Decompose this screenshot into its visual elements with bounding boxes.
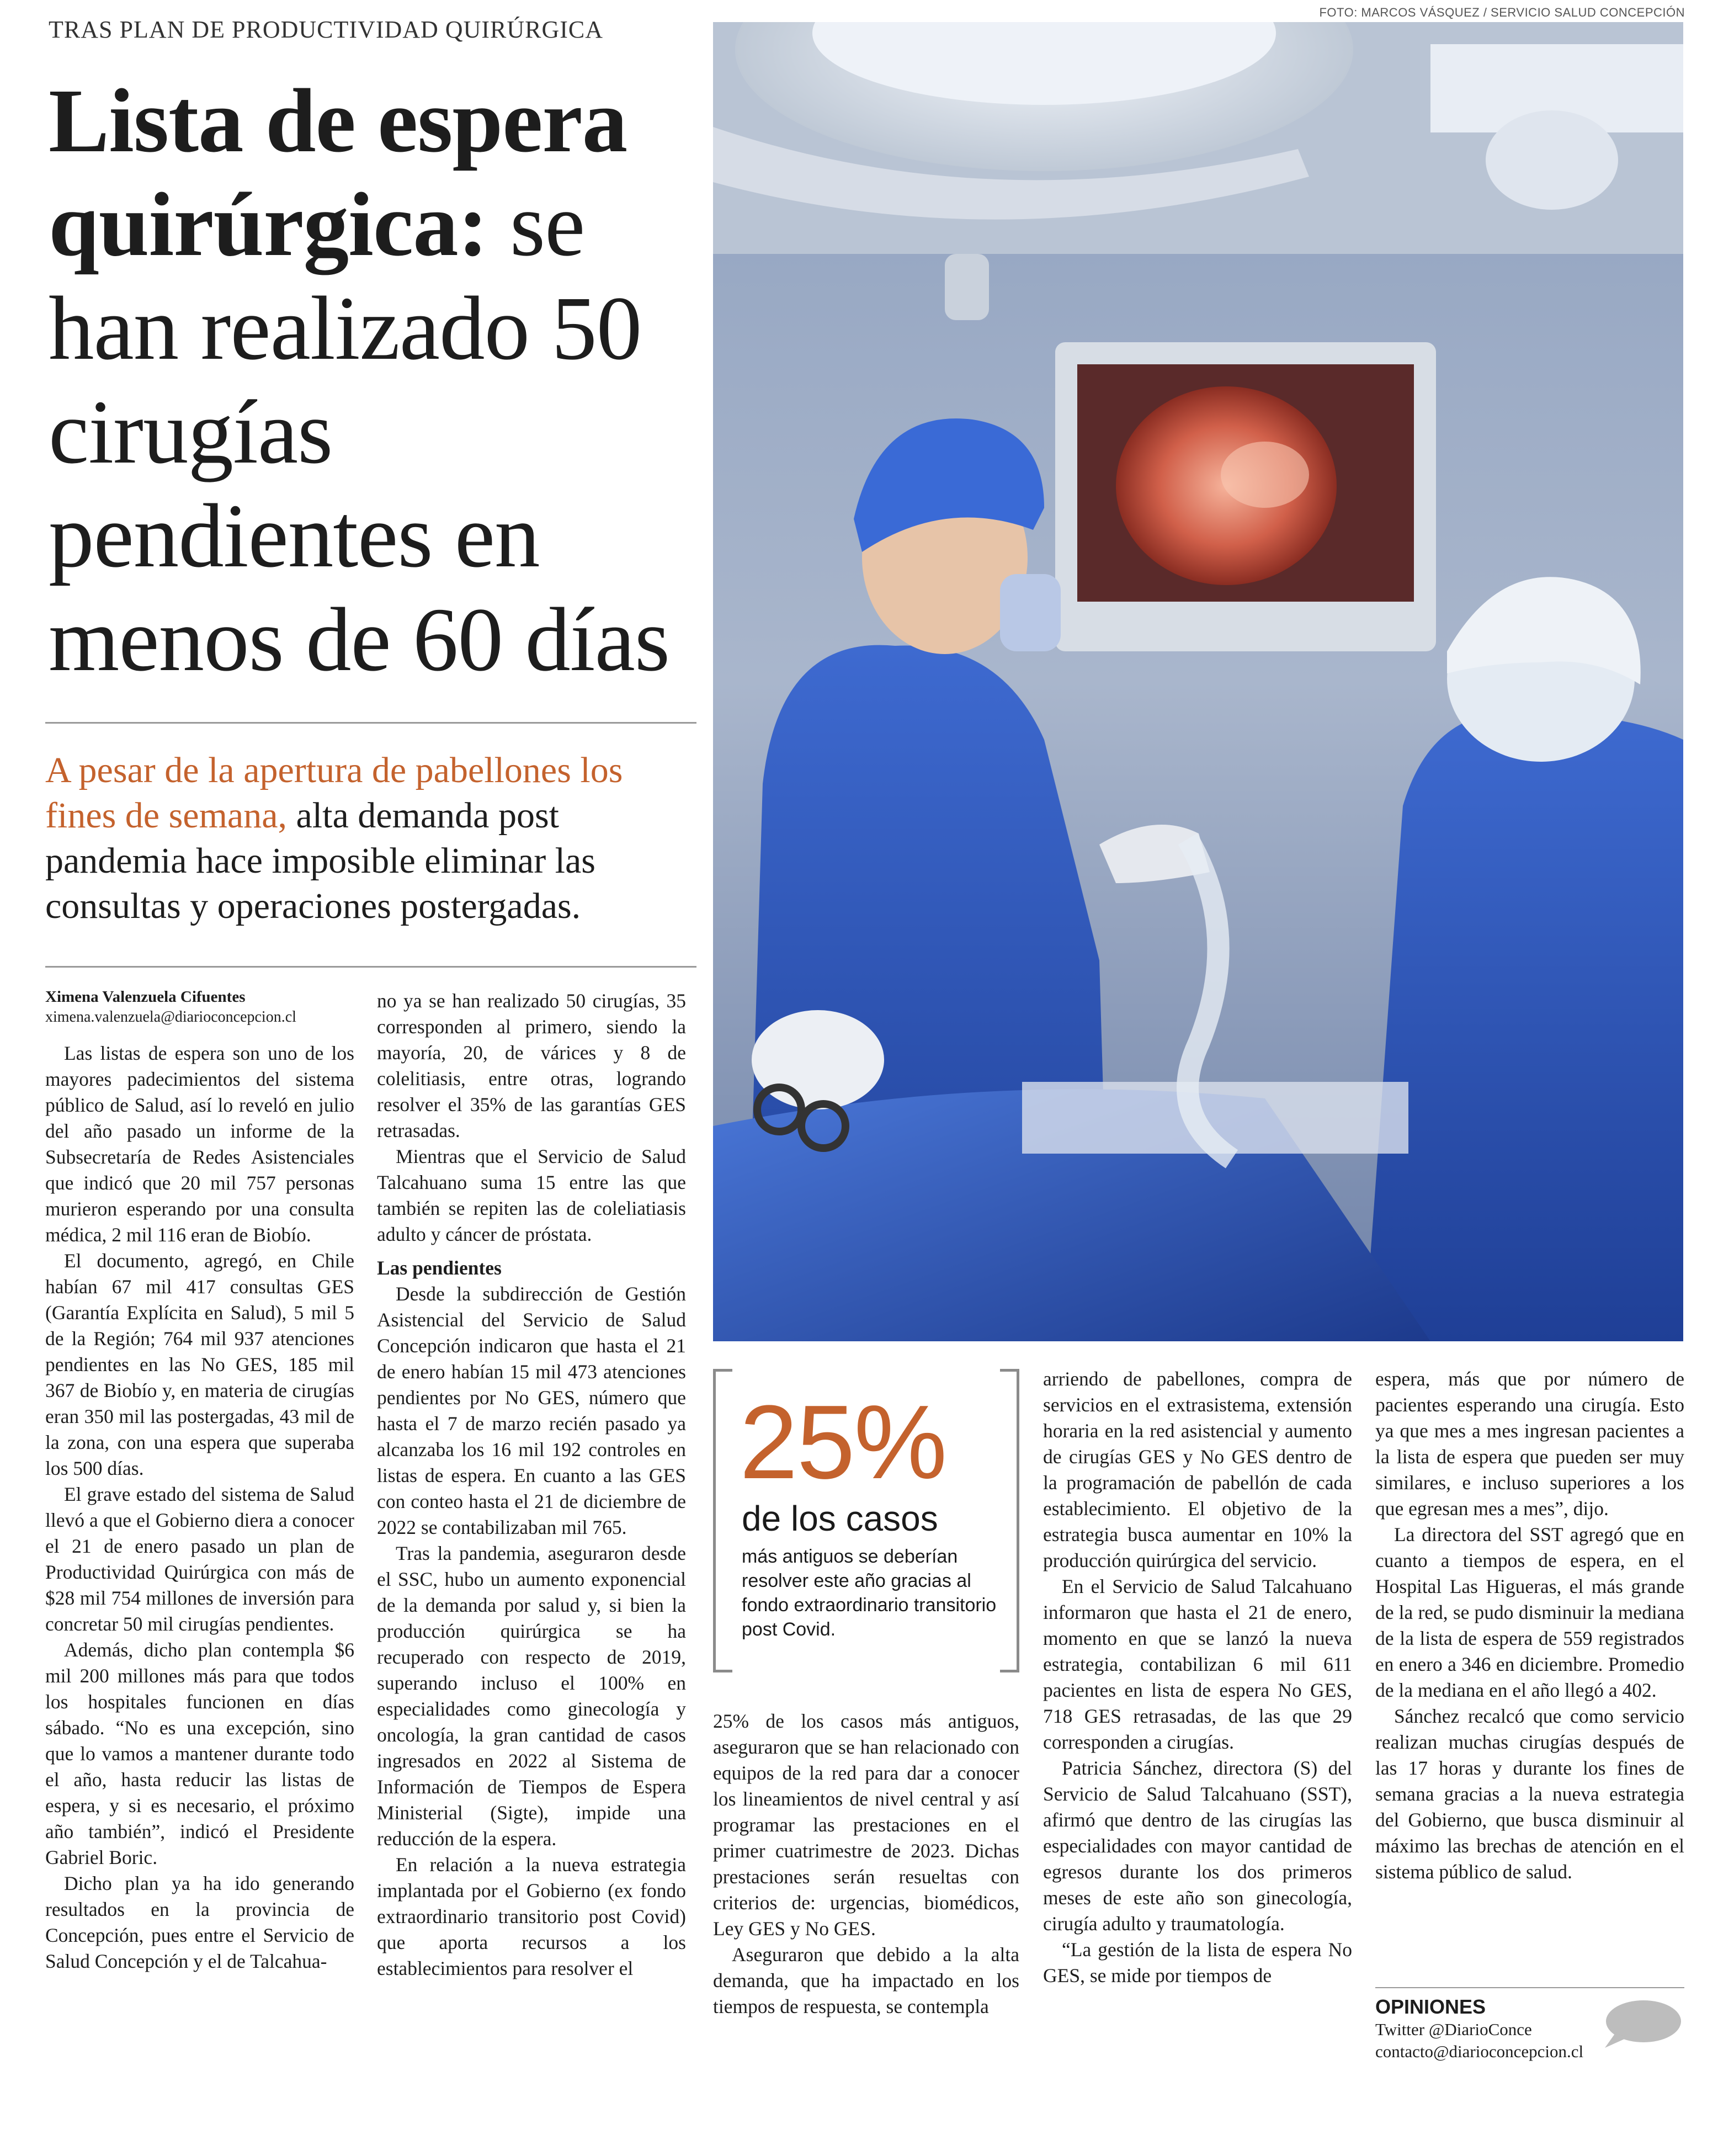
factbox-bracket-left	[713, 1369, 732, 1672]
factbox-figure: 25%	[740, 1384, 946, 1501]
surgery-photo	[713, 22, 1683, 1341]
divider-top	[45, 722, 696, 724]
paragraph: Sánchez recalcó que como servicio realizan muchas cirugías después de las 17 horas y durante los fines de semana gracias a la nueva estrategia del Gobierno, que busca disminuir al máximo las brechas de atención en el sistema público de salud.	[1375, 1705, 1684, 1883]
article-column-2	[377, 988, 686, 1982]
byline-author: Ximena Valenzuela Cifuentes	[45, 988, 246, 1006]
headline-bold: Lista de espera quirúrgica:	[49, 70, 627, 275]
paragraph: Mientras que el Servicio de Salud Talcahuano suma 15 entre las que también se repiten las de coleliatiasis adulto y cáncer de próstata.	[377, 1145, 686, 1245]
paragraph: Las listas de espera son uno de los mayores padecimientos del sistema público de Salud, así lo reveló en julio del año pasado un informe de la Subsecretaría de Redes Asistenciales que indicó que 20 mil 757 personas murieron esperando por una consulta médica, 2 mil 116 eran de Biobío.	[45, 1042, 354, 1246]
article-column-1	[45, 1040, 354, 1974]
photo-credit: FOTO: MARCOS VÁSQUEZ / SERVICIO SALUD CONCEPCIÓN	[1319, 6, 1685, 19]
paragraph: Además, dicho plan contempla $6 mil 200 millones más para que todos los hospitales funcionen en días sábado. “No es una excepción, sino que lo vamos a mantener durante todo el año, hasta reducir las listas de espera, y si es necesario, el próximo año también”, indicó el Presidente Gabriel Boric.	[45, 1639, 354, 1868]
factbox-text: más antiguos se deberían resolver este año gracias al fondo extraordinario transitorio post Covid.	[742, 1546, 997, 1640]
opiniones-contact[interactable]: contacto@diarioconcepcion.cl	[1375, 2042, 1584, 2061]
lede-accent: A pesar de la apertura de pabellones los fines de semana,	[45, 750, 623, 836]
speech-bubble-icon	[1599, 1999, 1682, 2049]
paragraph: “La gestión de la lista de espera No GES, se mide por tiempos de	[1043, 1939, 1352, 1987]
paragraph: espera, más que por número de pacientes esperando una cirugía. Esto ya que mes a mes ingresan pacientes a la lista de espera que pueden ser muy similares, e incluso superiores a los que egresan mes a mes”, dijo.	[1375, 1368, 1684, 1520]
paragraph: En el Servicio de Salud Talcahuano informaron que hasta el 21 de enero, momento en que se lanzó la nueva estrategia, contabilizan 6 mil 611 pacientes en lista de espera No GES, 718 GES retrasadas, de las que 29 corresponden a cirugías.	[1043, 1575, 1352, 1753]
byline	[45, 988, 354, 1026]
paragraph: Desde la subdirección de Gestión Asistencial del Servicio de Salud Concepción indicaron que hasta el 21 de enero habían 15 mil 473 atenciones pendientes por No GES, número que hasta el 7 de marzo recién pasado ya alcanzaba los 16 mil 192 controles en listas de espera. En cuanto a las GES con conteo hasta el 21 de diciembre de 2022 se contabilizaban mil 765.	[377, 1283, 686, 1538]
paragraph: El grave estado del sistema de Salud llevó a que el Gobierno diera a conocer el 21 de enero pasado un plan de Productividad Quirúrgica con más de $28 mil 754 millones de inversión para concretar 50 mil cirugías pendientes.	[45, 1483, 354, 1635]
divider-lede	[45, 966, 696, 968]
paragraph: 25% de los casos más antiguos, aseguraron que se han relacionado con equipos de la red para dar a conocer los lineamientos de nivel central y así programar las prestaciones en el primer cuatrimestre de 2023. Dichas prestaciones serán resueltas con criterios de: urgencias, biomédicos, Ley GES y No GES.	[713, 1710, 1019, 1940]
paragraph: arriendo de pabellones, compra de servicios en el extrasistema, extensión horaria en la red asistencial y aumento de cirugías GES y No GES dentro de la programación de pabellón de cada establecimiento. El objetivo de la estrategia busca aumentar en 10% la producción quirúrgica del servicio.	[1043, 1368, 1352, 1571]
paragraph: Aseguraron que debido a la alta demanda, que ha impactado en los tiempos de respuesta, se contempla	[713, 1943, 1019, 2017]
article-column-4	[1043, 1366, 1352, 1989]
lede	[45, 748, 696, 929]
paragraph: El documento, agregó, en Chile habían 67 mil 417 consultas GES (Garantía Explícita en Salud), 5 mil 5 de la Región; 764 mil 937 atenciones pendientes en las No GES, 185 mil 367 de Biobío y, en materia de cirugías eran 350 mil las postergadas, 43 mil de la zona, con una espera que superaba los 500 días.	[45, 1250, 354, 1479]
article-column-3	[713, 1708, 1019, 2020]
paragraph: Dicho plan ya ha ido generando resultados en la provincia de Concepción, pues entre el Servicio de Salud Concepción y el de Talcahua-	[45, 1872, 354, 1972]
subheading-pendientes: Las pendientes	[377, 1257, 502, 1279]
paragraph: En relación a la nueva estrategia implantada por el Gobierno (ex fondo extraordinario transitorio post Covid) que aporta recursos a los establecimientos para resolver el	[377, 1854, 686, 1979]
headline	[49, 69, 700, 692]
article-column-5	[1375, 1366, 1684, 1885]
divider-opiniones	[1375, 1987, 1684, 1988]
paragraph: La directora del SST agregó que en cuanto a tiempos de espera, en el Hospital Las Higueras, el más grande de la red, se pudo disminuir la mediana de la lista de espera de 559 registrados en enero a 346 en diciembre. Promedio de la mediana en el año llegó a 402.	[1375, 1523, 1684, 1701]
paragraph: Patricia Sánchez, directora (S) del Servicio de Salud Talcahuano (SST), afirmó que dentro de las cirugías las especialidades con mayor cantidad de egresos durante los dos primeros meses de este año son ginecología, cirugía adulto y traumatología.	[1043, 1757, 1352, 1935]
byline-email[interactable]: ximena.valenzuela@diarioconcepcion.cl	[45, 1008, 296, 1026]
opiniones-title: OPINIONES	[1375, 1995, 1486, 2018]
operating-room-illustration	[713, 22, 1683, 1341]
headline-regular: se han realizado 50 cirugías pendientes en menos de 60 días	[49, 174, 670, 690]
paragraph: Tras la pandemia, aseguraron desde el SSC, hubo un aumento exponencial de la demanda por salud y, si bien la producción quirúrgica se ha recuperado con respecto de 2019, superando incluso el 100% en especialidades como ginecología y oncología, la gran cantidad de casos ingresados en 2022 al Sistema de Información de Tiempos de Espera Ministerial (Sigte), impide una reducción de la espera.	[377, 1542, 686, 1850]
factbox-subtitle: de los casos	[742, 1499, 938, 1538]
factbox	[713, 1369, 1019, 1667]
opiniones-twitter[interactable]: Twitter @DiarioConce	[1375, 2020, 1532, 2039]
lede-rest: alta demanda post pandemia hace imposible eliminar las consultas y operaciones postergadas.	[45, 795, 595, 926]
factbox-bracket-right	[1000, 1369, 1019, 1672]
section-kicker: TRAS PLAN DE PRODUCTIVIDAD QUIRÚRGICA	[49, 16, 604, 43]
paragraph: no ya se han realizado 50 cirugías, 35 corresponden al primero, siendo la mayoría, 20, de várices y 8 de colelitiasis, entre otras, logrando resolver el 35% de las garantías GES retrasadas.	[377, 990, 686, 1141]
